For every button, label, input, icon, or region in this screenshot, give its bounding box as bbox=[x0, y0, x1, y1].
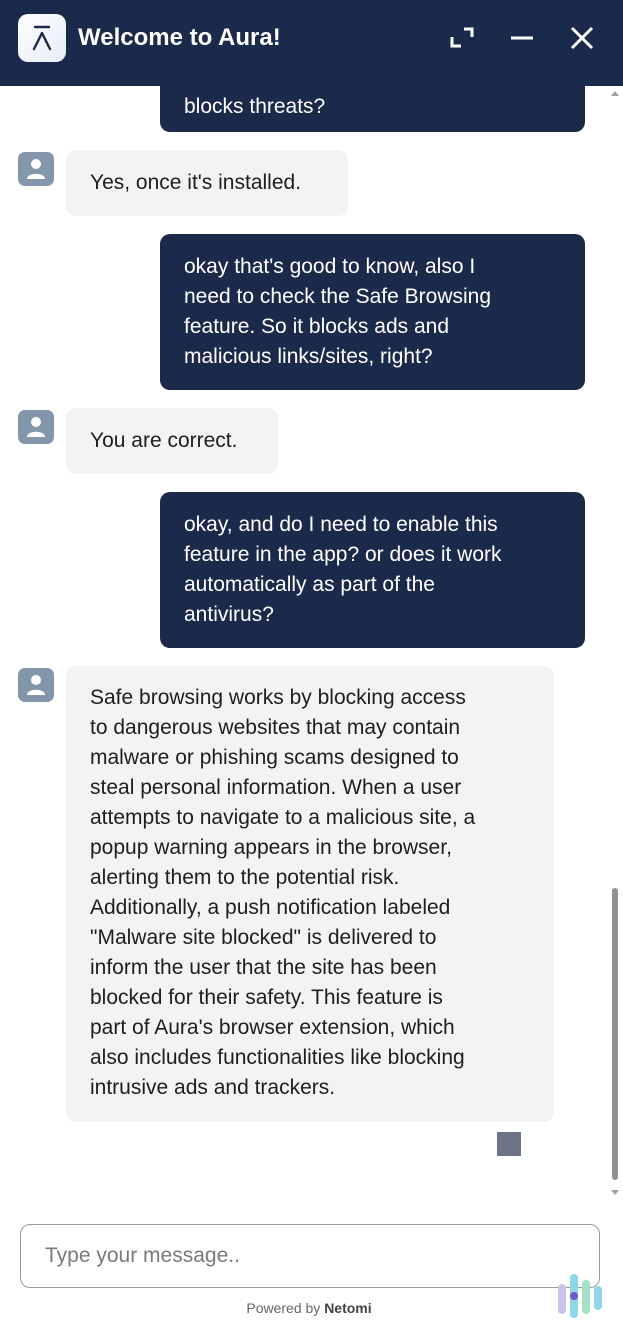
user-message bbox=[160, 234, 585, 390]
message-line: "Malware site blocked" is delivered to bbox=[90, 926, 437, 949]
bot-message bbox=[66, 408, 278, 474]
message-line: blocked for their safety. This feature is bbox=[90, 986, 443, 1009]
message-line: steal personal information. When a user bbox=[90, 776, 462, 799]
close-icon[interactable] bbox=[564, 20, 600, 56]
chat-header bbox=[0, 0, 623, 86]
message-line: feature in the app? or does it work bbox=[184, 543, 502, 566]
message-line: You are correct. bbox=[90, 429, 238, 452]
user-message bbox=[160, 86, 585, 132]
message-list[interactable] bbox=[0, 86, 608, 1202]
message-line: malware or phishing scams designed to bbox=[90, 746, 459, 769]
message-line: to dangerous websites that may contain bbox=[90, 716, 461, 739]
bot-message bbox=[66, 666, 554, 1122]
message-line: blocks threats? bbox=[184, 95, 326, 118]
chat-title: Welcome to Aura! bbox=[78, 24, 281, 51]
expand-icon[interactable] bbox=[444, 20, 480, 56]
bot-avatar bbox=[18, 152, 54, 186]
message-line: intrusive ads and trackers. bbox=[90, 1076, 336, 1099]
message-line: popup warning appears in the browser, bbox=[90, 836, 452, 859]
message-line: need to check the Safe Browsing bbox=[184, 285, 492, 308]
message-line: part of Aura's browser extension, which bbox=[90, 1016, 455, 1039]
powered-by-footer bbox=[0, 1298, 618, 1318]
message-input-container[interactable] bbox=[20, 1224, 600, 1288]
bot-message bbox=[66, 150, 348, 216]
typing-indicator bbox=[497, 1132, 521, 1156]
bot-avatar bbox=[18, 410, 54, 444]
scroll-down-arrow-icon[interactable] bbox=[611, 1190, 619, 1195]
user-message bbox=[160, 492, 585, 648]
message-line: attempts to navigate to a malicious site, a bbox=[90, 806, 476, 829]
message-line: also includes functionalities like blocking bbox=[90, 1046, 465, 1069]
message-line: Yes, once it's installed. bbox=[90, 171, 302, 194]
powered-by-label: Powered by bbox=[246, 1300, 321, 1316]
message-scrollbar[interactable] bbox=[608, 86, 623, 1202]
powered-by-brand[interactable]: Netomi bbox=[324, 1300, 372, 1316]
scrollbar-thumb[interactable] bbox=[612, 888, 618, 1180]
message-line: okay, and do I need to enable this bbox=[184, 513, 498, 536]
scroll-up-arrow-icon[interactable] bbox=[611, 91, 619, 96]
message-line: antivirus? bbox=[184, 603, 274, 626]
aura-logo-icon bbox=[18, 14, 66, 62]
bot-avatar bbox=[18, 668, 54, 702]
message-line: inform the user that the site has been bbox=[90, 956, 437, 979]
message-line: okay that's good to know, also I bbox=[184, 255, 476, 278]
message-line: feature. So it blocks ads and bbox=[184, 315, 449, 338]
minimize-icon[interactable] bbox=[504, 20, 540, 56]
message-line: automatically as part of the bbox=[184, 573, 435, 596]
message-line: Additionally, a push notification labeled bbox=[90, 896, 451, 919]
message-input[interactable] bbox=[21, 1225, 599, 1287]
message-line: Safe browsing works by blocking access bbox=[90, 686, 466, 709]
message-line: alerting them to the potential risk. bbox=[90, 866, 400, 889]
message-line: malicious links/sites, right? bbox=[184, 345, 433, 368]
netomi-logo-icon bbox=[556, 1270, 606, 1322]
